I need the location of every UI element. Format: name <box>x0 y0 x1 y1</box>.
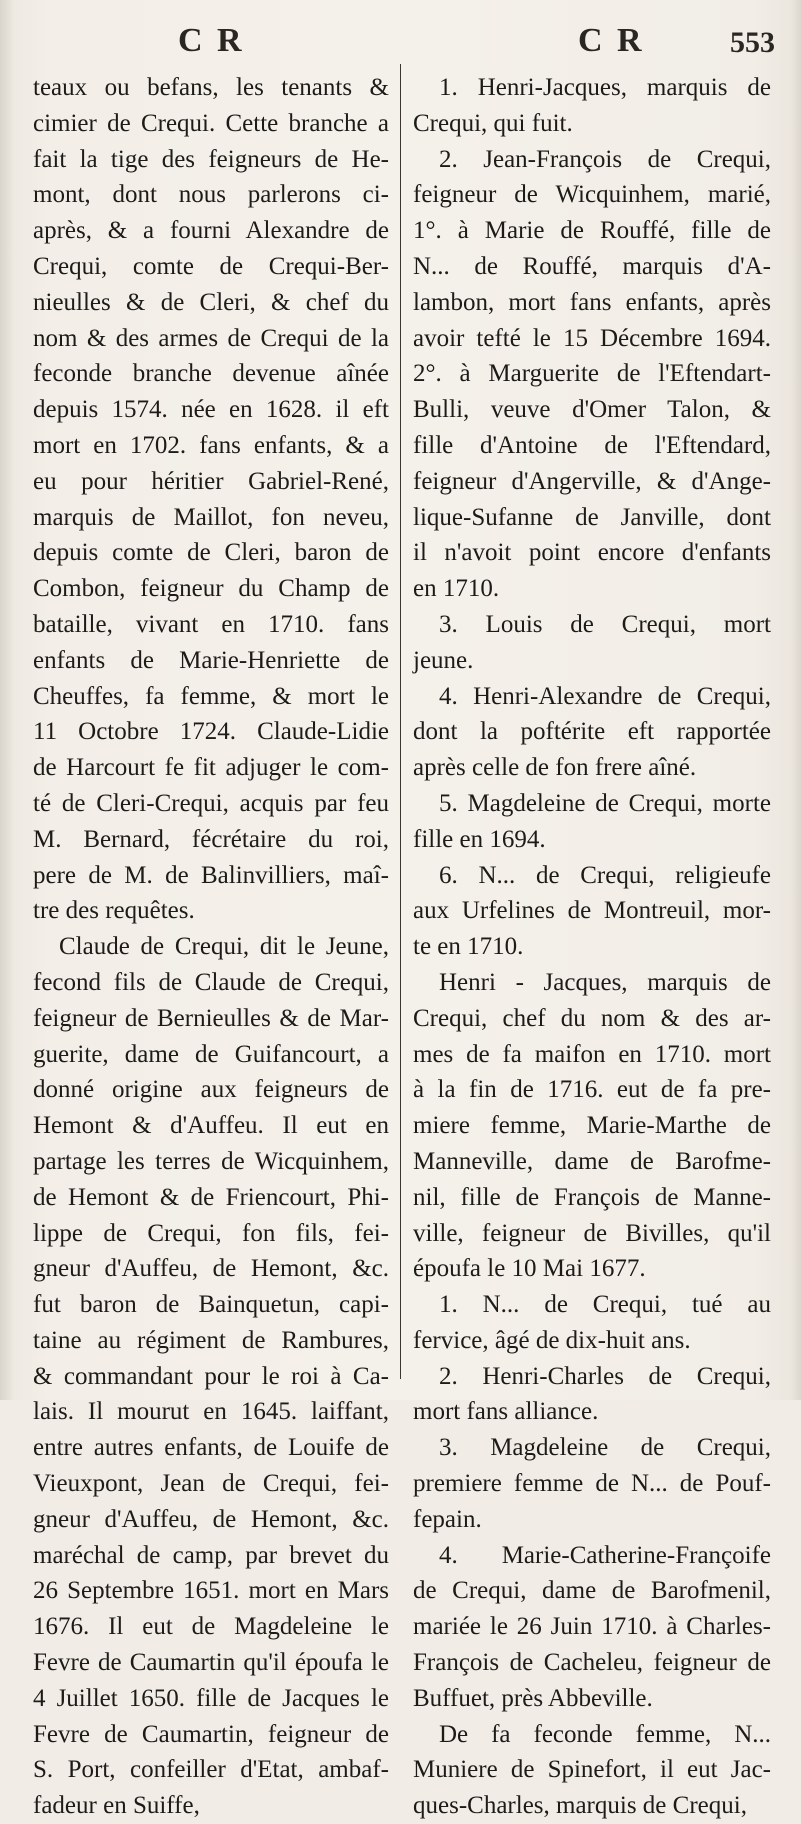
text-line: fut baron de Bainquetun, capi- <box>33 1291 389 1319</box>
text-line: avoir tefté le 15 Décembre 1694. <box>413 324 771 352</box>
text-line: Buffuet, près Abbeville. <box>413 1684 653 1712</box>
text-line: Claude de Crequi, dit le Jeune, <box>59 933 389 961</box>
text-line: mort fans alliance. <box>413 1398 599 1426</box>
text-line: fecond fils de Claude de Crequi, <box>33 968 389 996</box>
text-line: marquis de Maillot, fon neveu, <box>33 503 389 531</box>
text-line: te en 1710. <box>413 933 524 961</box>
text-line: Bulli, veuve d'Omer Talon, & <box>413 396 771 424</box>
page-right-edge <box>791 0 801 1400</box>
text-line: & commandant pour le roi à Ca- <box>33 1362 389 1390</box>
text-line: Crequi, comte de Crequi-Ber- <box>33 252 389 280</box>
text-line: depuis comte de Cleri, baron de <box>33 539 389 567</box>
text-line: fait la tige des feigneurs de He- <box>33 145 389 173</box>
text-line: lippe de Crequi, fon fils, fei- <box>33 1219 389 1247</box>
running-head-left: C R <box>178 22 245 59</box>
text-line: nieulles & de Cleri, & chef du <box>33 288 389 316</box>
text-line: feigneur de Wicquinhem, marié, <box>413 181 771 209</box>
text-line: jeune. <box>413 646 474 674</box>
text-line: en 1710. <box>413 575 500 603</box>
text-line: 3. Magdeleine de Crequi, <box>439 1434 771 1462</box>
text-line: fadeur en Suiffe, <box>33 1792 200 1820</box>
text-line: François de Cacheleu, feigneur de <box>413 1649 771 1677</box>
text-line: il n'avoit point encore d'enfants <box>413 539 771 567</box>
text-line: 1°. à Marie de Rouffé, fille de <box>413 217 771 245</box>
text-line: De fa feconde femme, N... <box>439 1720 771 1748</box>
right-column <box>413 70 771 1824</box>
text-line: Fevre de Caumartin qu'il époufa le <box>33 1649 389 1677</box>
text-line: cimier de Crequi. Cette branche a <box>33 109 389 137</box>
text-line: mont, dont nous parlerons ci- <box>33 181 389 209</box>
text-line: mariée le 26 Juin 1710. à Charles- <box>413 1613 771 1641</box>
text-line: Vieuxpont, Jean de Crequi, fei- <box>33 1470 389 1498</box>
text-line: S. Port, confeiller d'Etat, ambaf- <box>33 1756 389 1784</box>
text-line: 1. Henri-Jacques, marquis de <box>439 74 771 101</box>
text-line: 4. Henri-Alexandre de Crequi, <box>439 682 771 710</box>
text-line: teaux ou befans, les tenants & <box>33 74 389 101</box>
text-line: pere de M. de Balinvilliers, maî- <box>33 861 389 889</box>
text-line: lambon, mort fans enfants, après <box>413 288 771 316</box>
text-line: premiere femme de N... de Pouf- <box>413 1470 771 1498</box>
text-line: 1676. Il eut de Magdeleine le <box>33 1613 389 1641</box>
text-line: M. Bernard, fécrétaire du roi, <box>33 825 389 853</box>
text-line: aux Urfelines de Montreuil, mor- <box>413 897 771 925</box>
text-line: N... de Rouffé, marquis d'A- <box>413 252 771 280</box>
text-line: ville, feigneur de Bivilles, qu'il <box>413 1219 771 1247</box>
text-line: tre des requêtes. <box>33 897 195 925</box>
text-line: 4 Juillet 1650. fille de Jacques le <box>33 1684 389 1712</box>
text-line: fille en 1694. <box>413 825 546 853</box>
text-line: feconde branche devenue aînée <box>33 360 389 388</box>
text-line: 3. Louis de Crequi, mort <box>439 610 771 638</box>
text-line: gneur d'Auffeu, de Hemont, &c. <box>33 1505 389 1533</box>
text-line: à la fin de 1716. eut de fa pre- <box>413 1076 771 1104</box>
text-line: depuis 1574. née en 1628. il eft <box>33 396 389 424</box>
text-line: miere femme, Marie-Marthe de <box>413 1112 771 1140</box>
text-line: eu pour héritier Gabriel-René, <box>33 467 389 495</box>
text-line: taine au régiment de Rambures, <box>33 1326 389 1354</box>
text-line: 2°. à Marguerite de l'Eftendart- <box>413 360 771 388</box>
page-number: 553 <box>730 26 775 59</box>
text-line: de Crequi, dame de Barofmenil, <box>413 1577 771 1605</box>
text-line: 26 Septembre 1651. mort en Mars <box>33 1577 389 1605</box>
text-line: fervice, âgé de dix-huit ans. <box>413 1326 691 1354</box>
text-line: Fevre de Caumartin, feigneur de <box>33 1720 389 1748</box>
text-line: après, & a fourni Alexandre de <box>33 217 389 245</box>
text-line: Combon, feigneur du Champ de <box>33 575 389 603</box>
text-line: té de Cleri-Crequi, acquis par feu <box>33 789 389 817</box>
text-line: 2. Henri-Charles de Crequi, <box>439 1362 771 1390</box>
text-line: ques-Charles, marquis de Crequi, <box>413 1792 747 1820</box>
text-line: époufa le 10 Mai 1677. <box>413 1255 646 1283</box>
text-line: lais. Il mourut en 1645. laiffant, <box>33 1398 389 1426</box>
text-line: 11 Octobre 1724. Claude-Lidie <box>33 718 389 746</box>
text-line: Muniere de Spinefort, il eut Jac- <box>413 1756 771 1784</box>
text-line: bataille, vivant en 1710. fans <box>33 610 389 638</box>
text-line: maréchal de camp, par brevet du <box>33 1541 389 1569</box>
text-line: 5. Magdeleine de Crequi, morte <box>439 789 771 817</box>
text-line: fille d'Antoine de l'Eftendard, <box>413 431 771 459</box>
text-line: Cheuffes, fa femme, & mort le <box>33 682 389 710</box>
text-line: Crequi, chef du nom & des ar- <box>413 1004 771 1032</box>
text-line: fepain. <box>413 1505 482 1533</box>
text-line: mort en 1702. fans enfants, & a <box>33 431 389 459</box>
text-line: donné origine aux feigneurs de <box>33 1076 389 1104</box>
text-line: feigneur d'Angerville, & d'Ange- <box>413 467 771 495</box>
text-line: 4. Marie-Catherine-Françoife <box>439 1541 771 1569</box>
text-line: 2. Jean-François de Crequi, <box>439 145 771 173</box>
text-line: guerite, dame de Guifancourt, a <box>33 1040 389 1068</box>
text-line: Manneville, dame de Barofme- <box>413 1147 771 1175</box>
text-line: 1. N... de Crequi, tué au <box>439 1291 771 1319</box>
text-line: après celle de fon frere aîné. <box>413 754 697 782</box>
text-line: dont la poftérite eft rapportée <box>413 718 771 746</box>
text-line: lique-Sufanne de Janville, dont <box>413 503 771 531</box>
running-head-right: C R <box>578 22 645 59</box>
text-line: feigneur de Bernieulles & de Mar- <box>33 1004 389 1032</box>
text-line: Hemont & d'Auffeu. Il eut en <box>33 1112 389 1140</box>
text-line: de Hemont & de Friencourt, Phi- <box>33 1183 389 1211</box>
text-line: enfants de Marie-Henriette de <box>33 646 389 674</box>
text-line: nom & des armes de Crequi de la <box>33 324 389 352</box>
text-line: 6. N... de Crequi, religieufe <box>439 861 771 889</box>
text-line: Crequi, qui fuit. <box>413 109 573 137</box>
page-left-edge <box>0 0 14 1400</box>
text-line: mes de fa maifon en 1710. mort <box>413 1040 771 1068</box>
column-divider <box>400 64 401 1379</box>
text-line: de Harcourt fe fit adjuger le com- <box>33 754 389 782</box>
text-line: Henri - Jacques, marquis de <box>439 968 771 996</box>
text-line: gneur d'Auffeu, de Hemont, &c. <box>33 1255 389 1283</box>
text-line: partage les terres de Wicquinhem, <box>33 1147 389 1175</box>
text-line: entre autres enfants, de Louife de <box>33 1434 389 1462</box>
left-column <box>33 70 389 1824</box>
text-line: nil, fille de François de Manne- <box>413 1183 771 1211</box>
